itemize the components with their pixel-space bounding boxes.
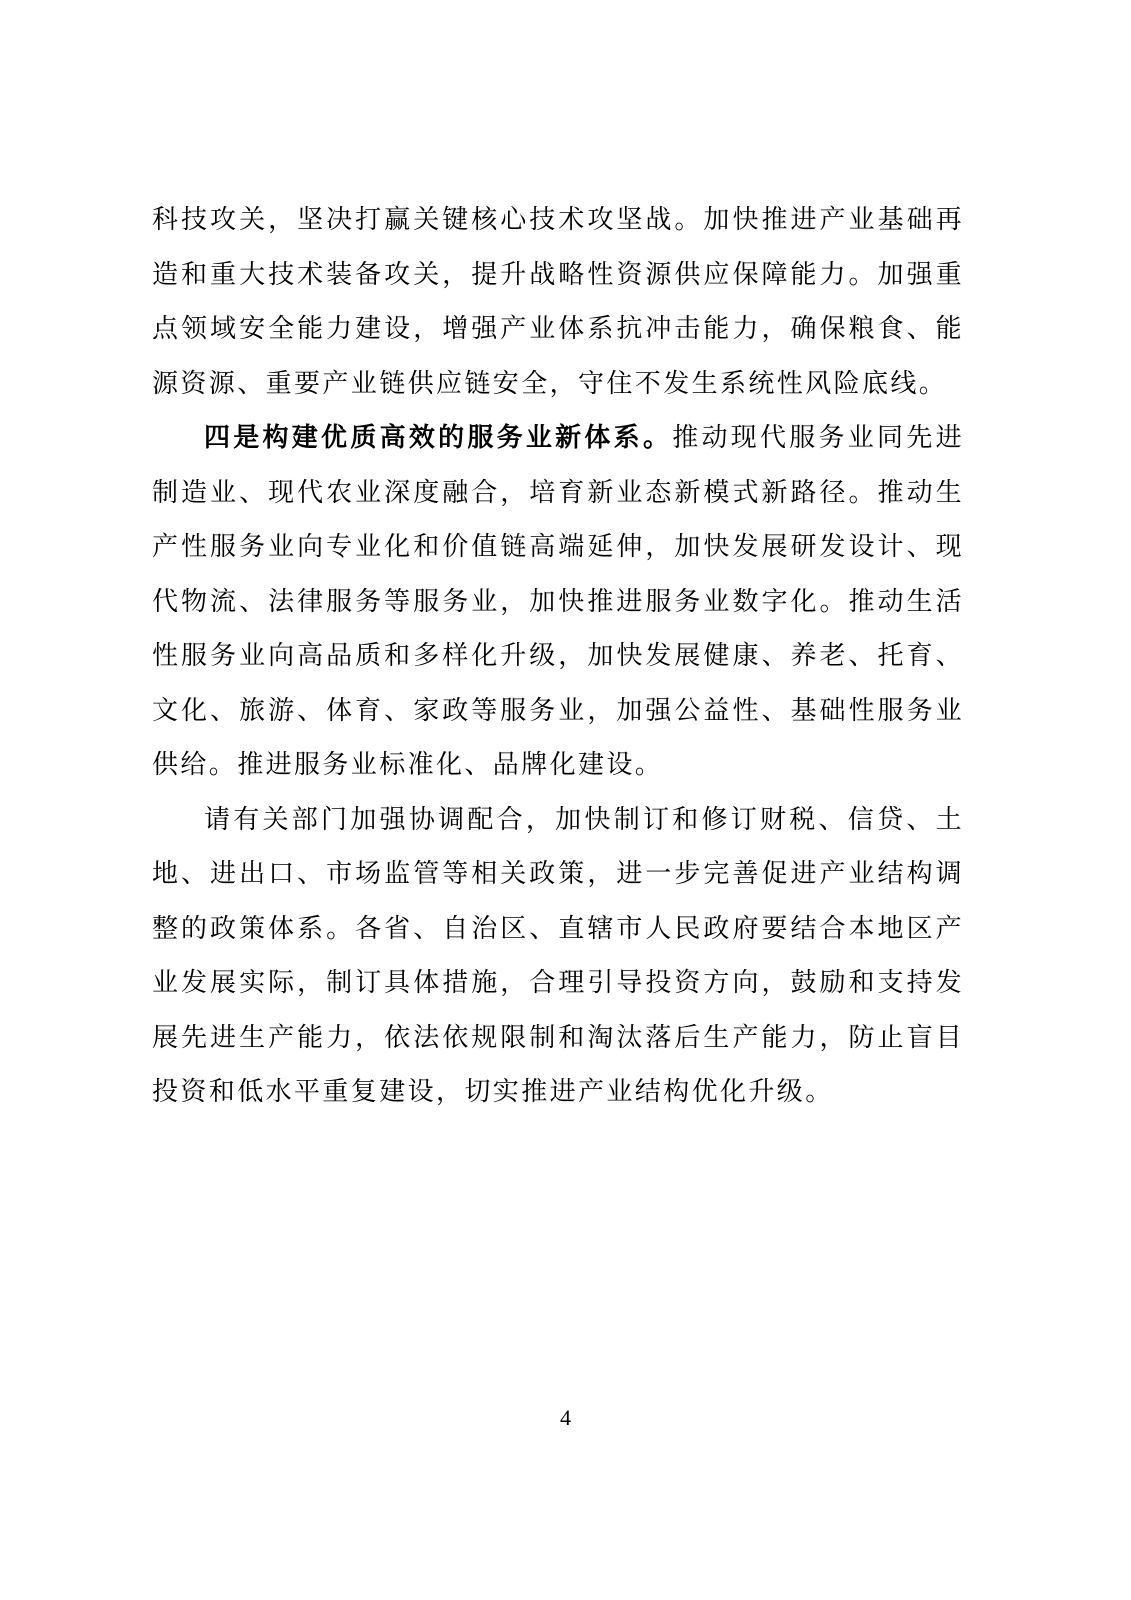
paragraph-text: 科技攻关，坚决打赢关键核心技术攻坚战。加快推进产业基础再造和重大技术装备攻关，提升战略性资源供应保障能力。加强重点领域安全能力建设，增强产业体系抗冲击能力，确保粮食、能源资源、重要产业链供应链安全，守住不发生系统性风险底线。 <box>152 205 964 399</box>
document-body <box>152 193 964 1120</box>
page-number: 4 <box>560 1405 571 1430</box>
paragraph-continuation <box>152 193 964 411</box>
paragraph-service-system <box>152 411 964 793</box>
paragraph-text: 推动现代服务业同先进制造业、现代农业深度融合，培育新业态新模式新路径。推动生产性服务业向专业化和价值链高端延伸，加快发展研发设计、现代物流、法律服务等服务业，加快推进服务业数字化。推动生活性服务业向高品质和多样化升级，加快发展健康、养老、托育、文化、旅游、体育、家政等服务业，加强公益性、基础性服务业供给。推进服务业标准化、品牌化建设。 <box>152 423 964 780</box>
paragraph-heading: 四是构建优质高效的服务业新体系。 <box>204 423 673 453</box>
paragraph-text: 请有关部门加强协调配合，加快制订和修订财税、信贷、土地、进出口、市场监管等相关政策，进一步完善促进产业结构调整的政策体系。各省、自治区、直辖市人民政府要结合本地区产业发展实际，制订具体措施，合理引导投资方向，鼓励和支持发展先进生产能力，依法依规限制和淘汰落后生产能力，防止盲目投资和低水平重复建设，切实推进产业结构优化升级。 <box>152 804 964 1107</box>
paragraph-policy-request <box>152 793 964 1120</box>
